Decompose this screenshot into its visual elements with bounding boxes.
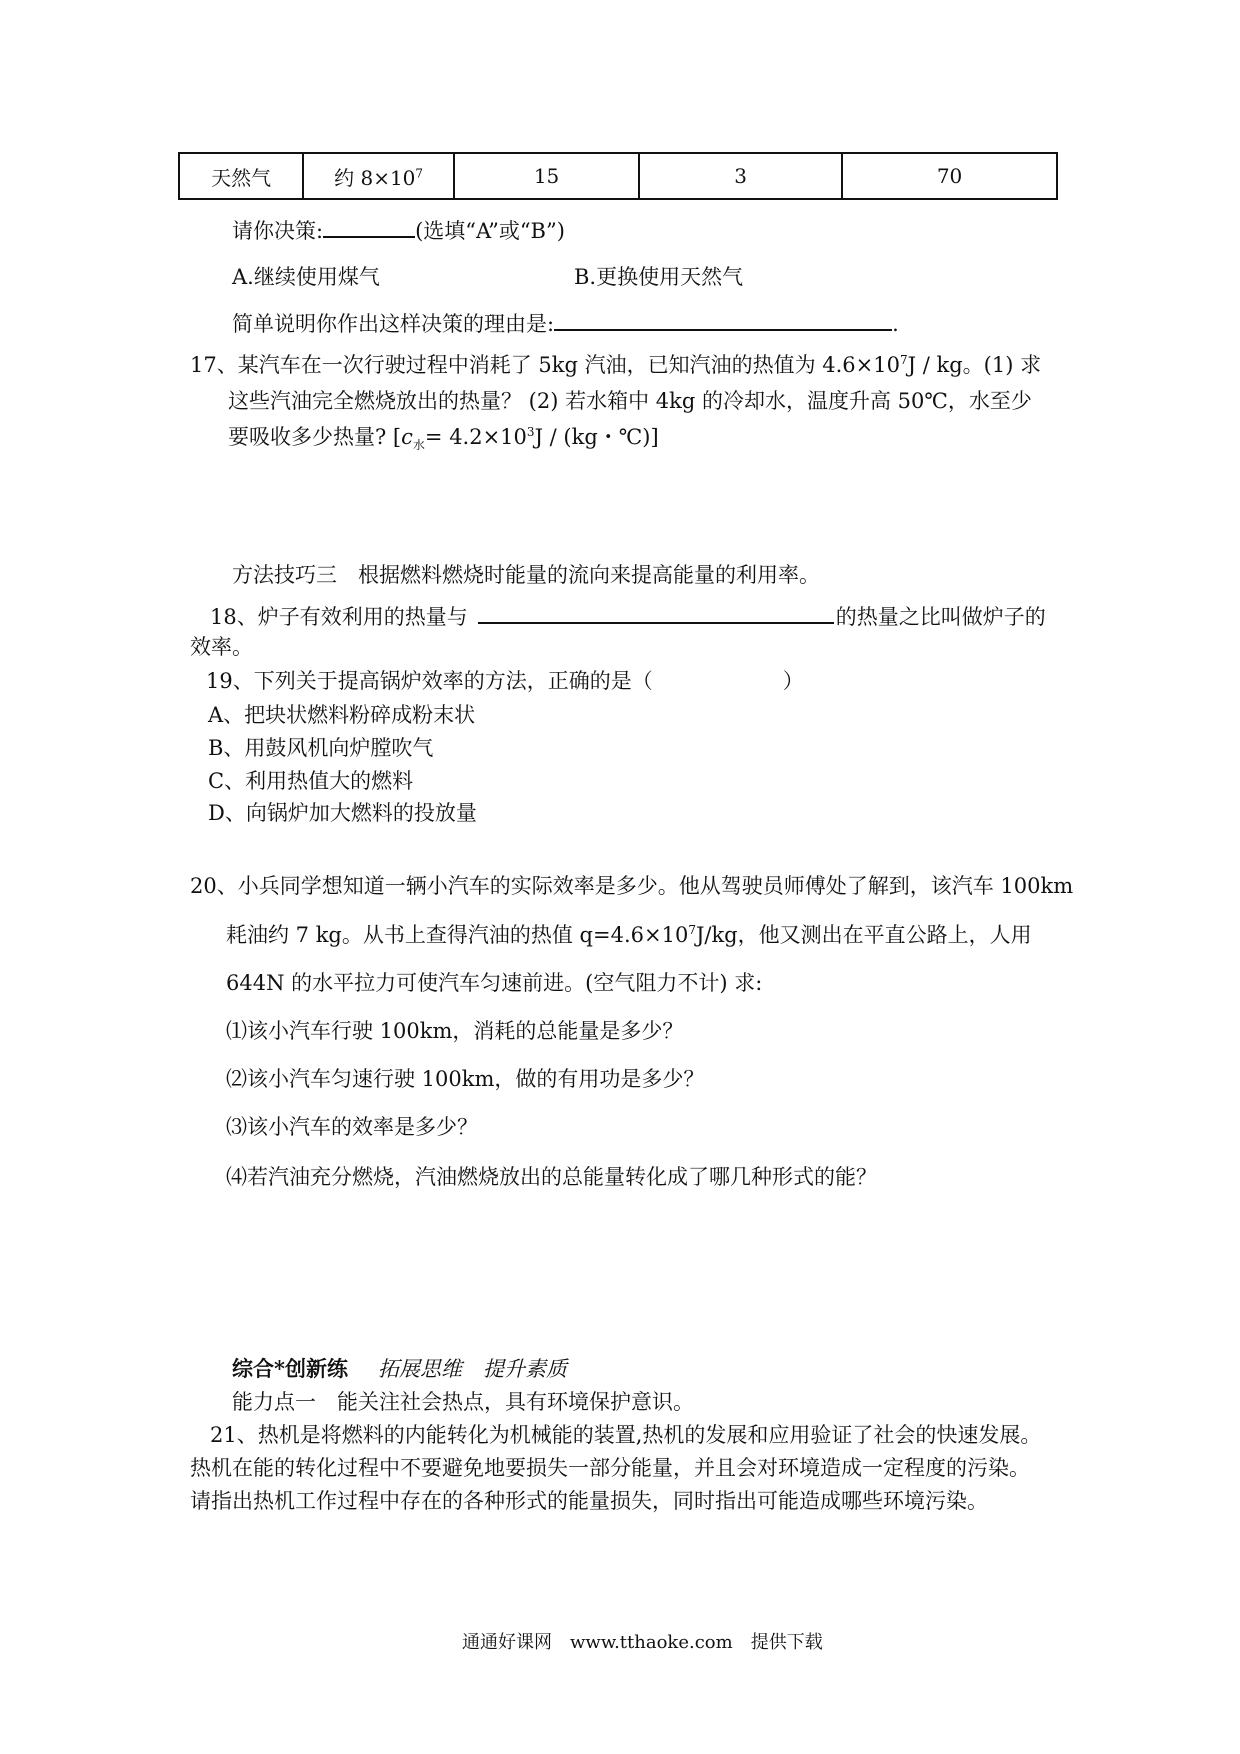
table-cell: 天然气 (179, 153, 303, 199)
option-b: B.更换使用天然气 (574, 265, 744, 289)
q20-sub: ⑶该小汽车的效率是多少？ (226, 1115, 478, 1139)
method-heading: 方法技巧三 根据燃料燃烧时能量的流向来提高能量的利用率。 (232, 563, 820, 587)
decision-line (232, 214, 565, 246)
decision-blank (323, 214, 415, 238)
q19-option: C、利用热值大的燃料 (208, 769, 414, 793)
q21-line: 热机在能的转化过程中不要避免地要损失一部分能量，并且会对环境造成一定程度的污染。 (190, 1456, 1030, 1480)
q20-sub: ⑵该小汽车匀速行驶 100km，做的有用功是多少？ (226, 1067, 705, 1091)
reason-blank (554, 307, 892, 331)
reason-line (232, 307, 899, 339)
q20-text: 耗油约 7 kg。从书上查得汽油的热值 q=4.6×10 (226, 923, 689, 947)
section-subtitle: 拓展思维 提升素质 (377, 1357, 567, 1381)
q19-text: ） (782, 669, 804, 693)
q21-line: 21、热机是将燃料的内能转化为机械能的装置,热机的发展和应用验证了社会的快速发展。 (210, 1423, 1042, 1447)
q20-sub: ⑴该小汽车行驶 100km，消耗的总能量是多少？ (226, 1019, 684, 1043)
q19-option: A、把块状燃料粉碎成粉末状 (208, 703, 476, 727)
superscript: 7 (688, 923, 696, 937)
table-cell: 3 (639, 153, 842, 199)
specific-heat-symbol: c (401, 425, 413, 449)
superscript: 3 (526, 425, 535, 439)
q19-text: 19、下列关于提高锅炉效率的方法，正确的是（ (206, 669, 653, 693)
q20-line2 (226, 920, 1032, 950)
q18-line1 (210, 600, 1046, 632)
q18-text: 的热量之比叫做炉子的 (835, 605, 1046, 629)
fuel-table (178, 152, 1058, 200)
superscript: 7 (415, 165, 424, 180)
q17-text: J / (kg・℃)] (534, 425, 659, 449)
q21-line: 请指出热机工作过程中存在的各种形式的能量损失，同时指出可能造成哪些环境污染。 (190, 1489, 988, 1513)
q17-line2: 这些汽油完全燃烧放出的热量？ (2) 若水箱中 4kg 的冷却水，温度升高 50℃，水至少 (228, 389, 1032, 413)
q17-text: 要吸收多少热量? [ (228, 425, 402, 449)
q17-line3 (228, 422, 659, 452)
option-a: A.继续使用煤气 (232, 265, 380, 289)
table-cell: 15 (454, 153, 639, 199)
q17-text: 17、某汽车在一次行驶过程中消耗了 5kg 汽油，已知汽油的热值为 4.6×10 (190, 353, 900, 377)
q19-stem (206, 666, 804, 696)
q20-sub: ⑷若汽油充分燃烧，汽油燃烧放出的总能量转化成了哪几种形式的能？ (226, 1165, 877, 1189)
q19-option: B、用鼓风机向炉膛吹气 (208, 736, 434, 760)
q18-blank (478, 600, 834, 624)
q17-text: = 4.2×10 (424, 425, 527, 449)
superscript: 7 (900, 353, 908, 367)
q20-text: J/kg，他又测出在平直公路上，人用 (695, 923, 1032, 947)
q17-text: J / kg。(1) 求 (907, 353, 1042, 377)
subscript: 水 (412, 438, 425, 453)
section-heading (232, 1354, 567, 1384)
q17-line1 (190, 350, 1041, 380)
q20-line1: 20、小兵同学想知道一辆小汽车的实际效率是多少。他从驾驶员师傅处了解到，该汽车 100km (190, 874, 1074, 898)
q20-line3: 644N 的水平拉力可使汽车匀速前进。(空气阻力不计) 求: (226, 971, 763, 995)
q18-text: 18、炉子有效利用的热量与 (210, 605, 468, 629)
decision-prompt: 请你决策: (232, 219, 324, 243)
q19-option: D、向锅炉加大燃料的投放量 (208, 801, 477, 825)
table-cell: 70 (842, 153, 1057, 199)
table-row (179, 153, 1057, 199)
section-title: 综合*创新练 (232, 1356, 348, 1381)
table-cell (303, 153, 454, 199)
decision-hint: (选填“A”或“B”) (415, 219, 565, 243)
reason-period: . (892, 312, 899, 336)
ability-point: 能力点一 能关注社会热点，具有环境保护意识。 (232, 1390, 694, 1414)
reason-prompt: 简单说明你作出这样决策的理由是: (232, 312, 555, 336)
heat-value: 约 8×10 (334, 165, 416, 190)
q18-line2: 效率。 (190, 635, 253, 659)
footer-credit: 通通好课网 www.tthaoke.com 提供下载 (462, 1632, 823, 1653)
